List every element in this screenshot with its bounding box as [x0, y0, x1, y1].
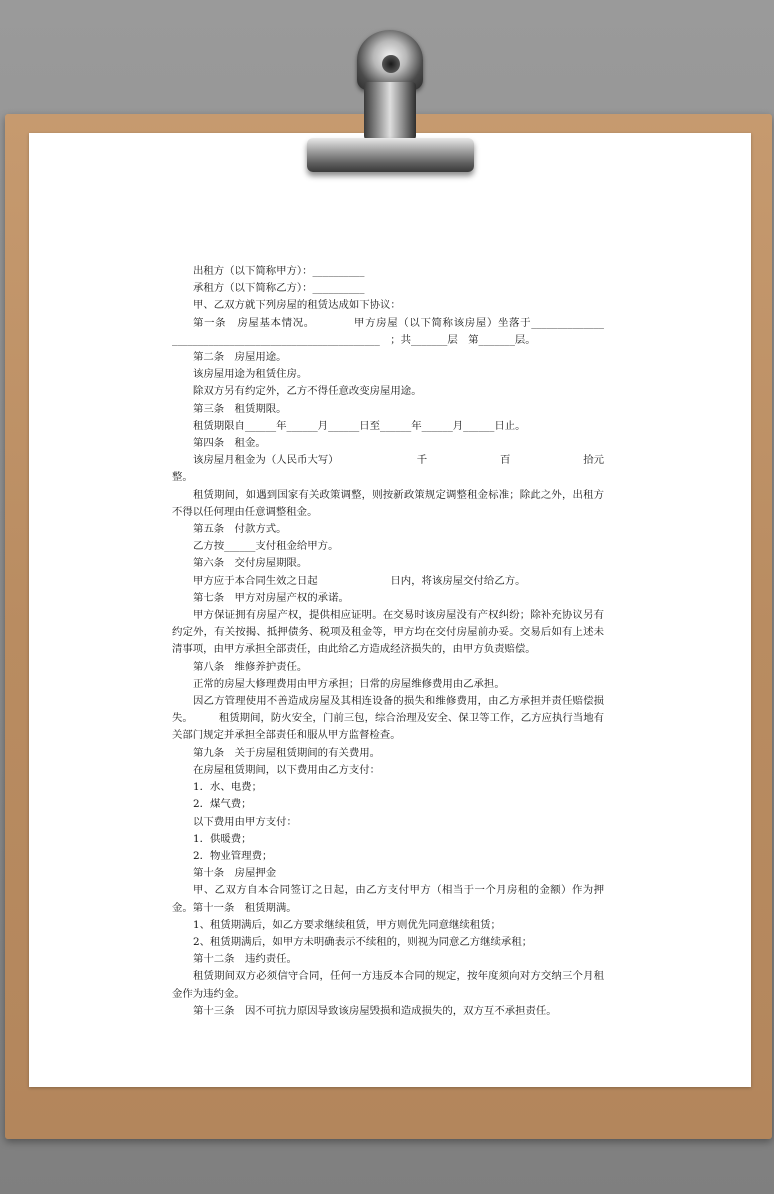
line-payment: 乙方按______支付租金给甲方。: [193, 540, 339, 553]
line-article-3: 第三条 租赁期限。: [193, 402, 287, 415]
line-article-1: 第一条 房屋基本情况。 甲方房屋（以下简称该房屋）坐落于______________ ________________________________________ ；共_______层 第_______层。: [172, 316, 604, 346]
line-delivery: 甲方应于本合同生效之日起 日内，将该房屋交付给乙方。: [193, 574, 526, 587]
line-lessor-fees: 以下费用由甲方支付：: [193, 815, 297, 828]
line-term: 租赁期限自______年______月______日至______年______月______日止。: [193, 419, 526, 432]
line-article-13: 第十三条 因不可抗力原因导致该房屋毁损和造成损失的，双方互不承担责任。: [193, 1004, 557, 1017]
line-rent-amount: 该房屋月租金为（人民币大写） 千 百 拾元整。: [172, 454, 604, 484]
clip-hole: [382, 55, 400, 73]
line-article-4: 第四条 租金。: [193, 437, 266, 450]
line-fee-heating: 1．供暖费；: [193, 832, 252, 845]
line-repair: 正常的房屋大修理费用由甲方承担；日常的房屋维修费用由乙承担。: [193, 677, 505, 690]
line-ownership: 甲方保证拥有房屋产权，提供相应证明。在交易时该房屋没有产权纠纷；除补充协议另有约定外，有关按揭、抵押债务、税项及租金等，甲方均在交付房屋前办妥。交易后如有上述未清事项，由甲方承担全部责任，由此给乙方造成经济损失的，由甲方负责赔偿。: [172, 609, 604, 656]
line-rent-policy: 租赁期间，如遇到国家有关政策调整，则按新政策规定调整租金标准；除此之外，出租方不得以任何理由任意调整租金。: [172, 488, 604, 518]
line-article-9: 第九条 关于房屋租赁期间的有关费用。: [193, 746, 381, 759]
line-fee-water: 1．水、电费；: [193, 781, 262, 794]
line-article-5: 第五条 付款方式。: [193, 523, 287, 536]
line-usage: 该房屋用途为租赁住房。: [193, 368, 308, 381]
line-breach: 租赁期间双方必须信守合同，任何一方违反本合同的规定，按年度须向对方交纳三个月租金作为违约金。: [172, 970, 604, 1000]
line-fee-property: 2．物业管理费；: [193, 849, 273, 862]
line-article-8: 第八条 维修养护责任。: [193, 660, 308, 673]
line-damage: 因乙方管理使用不善造成房屋及其相连设备的损失和维修费用，由乙方承担并责任赔偿损失。 租赁期间，防火安全，门前三包，综合治理及安全、保卫等工作，乙方应执行当地有关部门规定并承担全部责任和服从甲方监督检查。: [172, 695, 604, 742]
line-lessor: 出租方（以下简称甲方）：__________: [193, 265, 365, 277]
line-article-2: 第二条 房屋用途。: [193, 351, 287, 364]
line-deposit: 甲、乙双方自本合同签订之日起，由乙方支付甲方（相当于一个月房租的金额）作为押金。第十一条 租赁期满。: [172, 884, 604, 914]
line-article-10: 第十条 房屋押金: [193, 867, 277, 880]
clip-bar-icon: [307, 138, 474, 172]
line-article-7: 第七条 甲方对房屋产权的承诺。: [193, 591, 349, 604]
line-article-6: 第六条 交付房屋期限。: [193, 557, 308, 570]
contract-text: [172, 263, 604, 1020]
line-renew-1: 1、租赁期满后，如乙方要求继续租赁，甲方则优先同意继续租赁；: [193, 918, 501, 931]
line-lessee: 承租方（以下简称乙方）：__________: [193, 282, 365, 295]
line-renew-2: 2、租赁期满后，如甲方未明确表示不续租的，则视为同意乙方继续承租；: [193, 935, 533, 948]
clip-neck: [364, 82, 416, 140]
line-intro: 甲、乙双方就下列房屋的租赁达成如下协议：: [193, 299, 401, 312]
line-lessee-fees: 在房屋租赁期间，以下费用由乙方支付：: [193, 763, 381, 776]
line-article-12: 第十二条 违约责任。: [193, 953, 297, 966]
line-usage-note: 除双方另有约定外，乙方不得任意改变房屋用途。: [193, 385, 422, 398]
line-fee-gas: 2．煤气费；: [193, 798, 252, 811]
